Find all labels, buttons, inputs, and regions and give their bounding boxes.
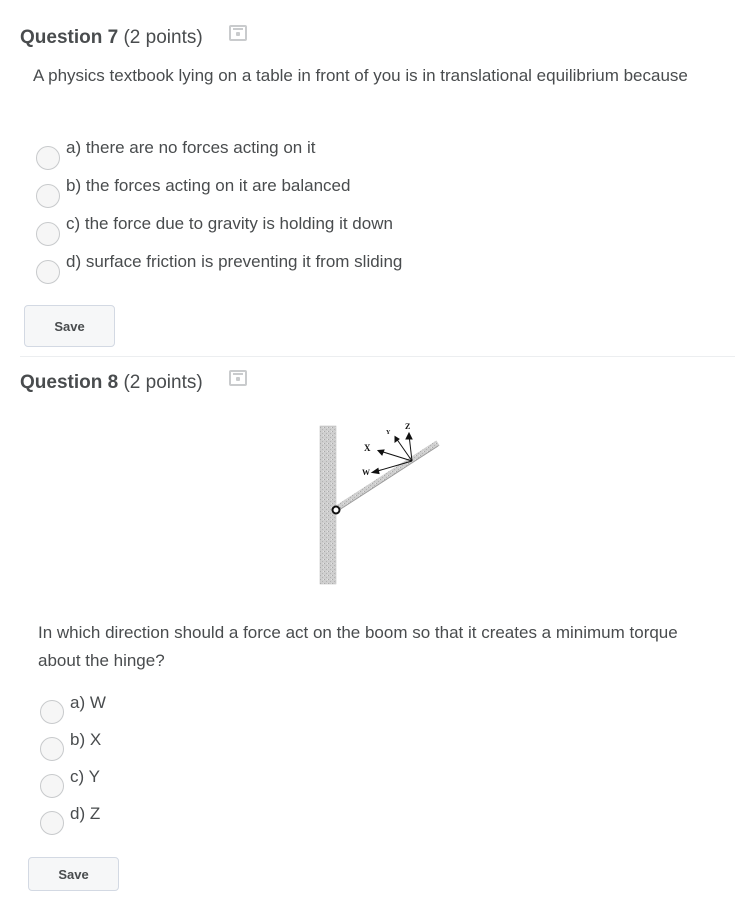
label-w: W bbox=[362, 468, 370, 477]
question-divider bbox=[20, 356, 735, 357]
question-7-option-d-label[interactable]: d) surface friction is preventing it from sliding bbox=[66, 252, 403, 271]
force-arrow-x bbox=[380, 451, 412, 461]
label-x: X bbox=[364, 443, 371, 453]
question-8-option-a-radio[interactable] bbox=[40, 700, 64, 724]
question-8-option-b-radio[interactable] bbox=[40, 737, 64, 761]
question-7-option-c-radio[interactable] bbox=[36, 222, 60, 246]
question-7-option-d-radio[interactable] bbox=[36, 260, 60, 284]
question-7-header bbox=[20, 27, 203, 49]
question-8-points: (2 points) bbox=[123, 372, 203, 393]
question-7-option-b-radio[interactable] bbox=[36, 184, 60, 208]
boom-diagram bbox=[300, 415, 460, 590]
label-z: Z bbox=[405, 422, 411, 431]
question-7-option-b-label[interactable]: b) the forces acting on it are balanced bbox=[66, 176, 351, 195]
question-7-option-a-radio[interactable] bbox=[36, 146, 60, 170]
question-8-option-a-label[interactable]: a) W bbox=[70, 693, 106, 712]
question-8-header bbox=[20, 372, 203, 394]
save-status-icon bbox=[229, 25, 247, 41]
question-8-option-d-label[interactable]: d) Z bbox=[70, 804, 101, 823]
question-8-option-c-radio[interactable] bbox=[40, 774, 64, 798]
question-7-text: A physics textbook lying on a table in front of you is in translational equilibrium because bbox=[33, 66, 688, 85]
save-status-icon bbox=[229, 370, 247, 386]
question-8-option-d-radio[interactable] bbox=[40, 811, 64, 835]
question-8-title: Question 8 bbox=[20, 372, 119, 393]
hinge bbox=[333, 507, 340, 514]
question-8-text: In which direction should a force act on the boom so that it creates a minimum torque about the hinge? bbox=[38, 623, 678, 670]
label-y: Y bbox=[386, 430, 391, 436]
question-7-option-c-label[interactable]: c) the force due to gravity is holding it down bbox=[66, 214, 393, 233]
question-8-option-c-label[interactable]: c) Y bbox=[70, 767, 100, 786]
question-8-option-b-label[interactable]: b) X bbox=[70, 730, 102, 749]
question-7-points: (2 points) bbox=[123, 27, 203, 48]
question-7-option-a-label[interactable]: a) there are no forces acting on it bbox=[66, 138, 316, 157]
question-7-title: Question 7 bbox=[20, 27, 119, 48]
question-7-save-button[interactable]: Save bbox=[24, 305, 115, 347]
wall bbox=[320, 426, 336, 584]
question-8-save-button[interactable]: Save bbox=[28, 857, 119, 891]
